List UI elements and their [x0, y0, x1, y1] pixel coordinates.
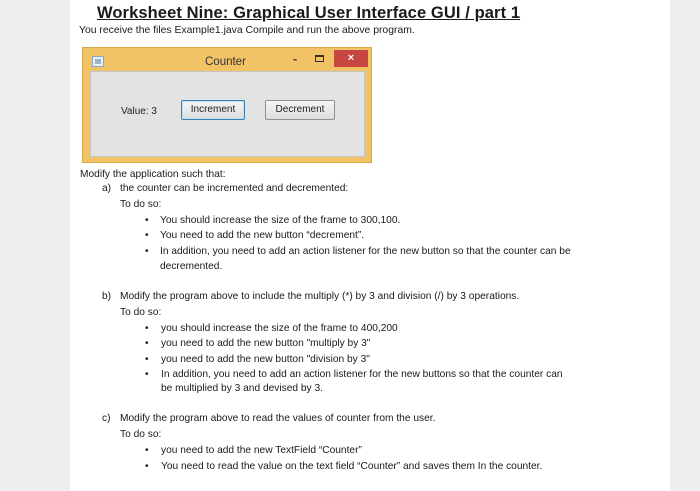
bullet-icon: •: [145, 230, 149, 241]
value-label: Value: 3: [121, 106, 157, 117]
section-a-bullet-1: You should increase the size of the frame to 300,100.: [160, 215, 401, 226]
window-title: Counter: [205, 56, 246, 68]
java-app-icon: [92, 56, 104, 67]
section-a-text: the counter can be incremented and decremented:: [120, 183, 349, 194]
bullet-icon: •: [145, 246, 149, 257]
modify-heading: Modify the application such that:: [80, 169, 226, 180]
section-a-marker: a): [102, 183, 112, 194]
bullet-icon: •: [145, 338, 149, 349]
section-b-bullet-4: In addition, you need to add an action listener for the new buttons so that the counter can: [161, 369, 563, 380]
section-b-bullet-3: you need to add the new button "division by 3": [161, 354, 370, 365]
section-a-bullet-2: You need to add the new button “decrement”.: [160, 230, 365, 241]
section-c-bullet-2: You need to read the value on the text field “Counter” and saves them In the counter.: [161, 461, 543, 472]
bullet-icon: •: [145, 323, 149, 334]
bullet-icon: •: [145, 215, 149, 226]
section-a-bullet-3-cont: decremented.: [160, 261, 223, 272]
section-b-bullet-4-cont: be multiplied by 3 and devised by 3.: [161, 383, 323, 394]
section-b-text: Modify the program above to include the multiply (*) by 3 and division (/) by 3 operations.: [120, 291, 520, 302]
worksheet-title: Worksheet Nine: Graphical User Interface GUI / part 1: [97, 4, 521, 22]
section-b-bullet-2: you need to add the new button "multiply by 3": [161, 338, 371, 349]
section-c-text: Modify the program above to read the values of counter from the user.: [120, 413, 436, 424]
section-c-marker: c): [102, 413, 111, 424]
close-icon: ×: [334, 50, 368, 67]
section-c-todo: To do so:: [120, 429, 162, 440]
decrement-button: Decrement: [265, 100, 335, 120]
section-a-bullet-3: In addition, you need to add an action listener for the new button so that the counter can be: [160, 246, 571, 257]
increment-button: Increment: [181, 100, 245, 120]
bullet-icon: •: [145, 369, 149, 380]
minimize-icon: -: [292, 51, 298, 66]
maximize-icon: [315, 55, 324, 62]
bullet-icon: •: [145, 354, 149, 365]
section-b-todo: To do so:: [120, 307, 162, 318]
bullet-icon: •: [145, 445, 149, 456]
intro-text: You receive the files Example1.java Compile and run the above program.: [79, 25, 415, 36]
section-b-bullet-1: you should increase the size of the frame to 400,200: [161, 323, 398, 334]
section-b-marker: b): [102, 291, 112, 302]
bullet-icon: •: [145, 461, 149, 472]
counter-window-image: [82, 47, 372, 163]
window-content: [90, 71, 365, 157]
section-a-todo: To do so:: [120, 199, 162, 210]
section-c-bullet-1: you need to add the new TextField “Counter”: [161, 445, 362, 456]
